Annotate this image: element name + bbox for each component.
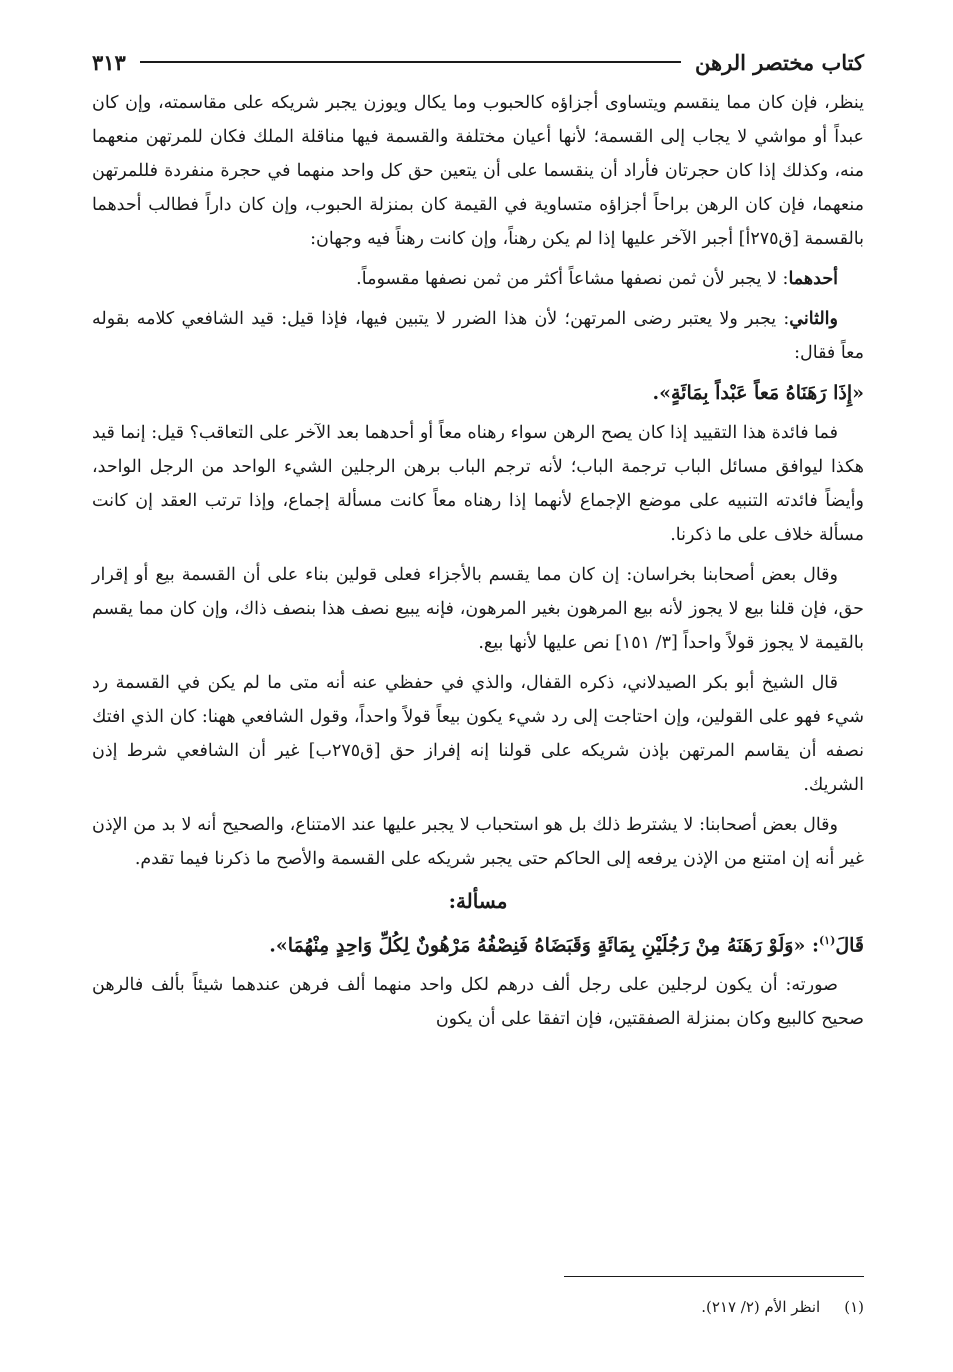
- footnote: [701, 1298, 864, 1316]
- page-number: ٣١٣: [92, 49, 126, 75]
- footnote-rule: [564, 1276, 864, 1277]
- paragraph-2: [92, 262, 864, 296]
- paragraph-8: صورته: أن يكون لرجلين على رجل ألف درهم لكل واحد منهما ألف فرهن عندهما شيئاً بألف فالرهن صحيح كالبيع وكان بمنزلة الصفقتين، فإن اتفقا على أن يكون: [92, 975, 864, 1030]
- first-view-label: أحدهما: [788, 269, 838, 289]
- quote-2: [92, 924, 864, 962]
- book-title: كتاب مختصر الرهن: [695, 49, 864, 75]
- page-header: [92, 40, 864, 84]
- footnote-number: (١): [844, 1298, 864, 1316]
- quote-2-text: : «وَلَوْ رَهَنَهُ مِنْ رَجُلَيْنِ بِمَائَةٍ وَقَبَضَاهُ فَنِصْفُهُ مَرْهُونٌ لِكُلِّ وَاحِدٍ مِنْهُمَا».: [269, 934, 819, 957]
- document-page: [92, 40, 864, 1340]
- paragraph-6: قال الشيخ أبو بكر الصيدلاني، ذكره القفال، والذي في حفظي عنه أنه متى ما لم يكن في القسمة رد شيء فهو على القولين، وإن احتاجت إلى رد شيء يكون بيعاً قولاً واحداً، وقول الشافعي ههنا: كان الذي افتك نصفه أن يقاسم المرتهن بإذن شريكه على قولنا إنه إفراز حق [ق٢٧٥ب] غير أن الشافعي شرط إذن الشريك.: [92, 673, 864, 795]
- section-heading: مسألة:: [448, 889, 508, 913]
- footnote-ref[interactable]: (١): [818, 934, 836, 947]
- paragraph-7: وقال بعض أصحابنا: لا يشترط ذلك بل هو استحباب لا يجبر عليها عند الامتناع، والصحيح أنه لا بد من الإذن غير أنه إن امتنع من الإذن يرفعه إلى الحاكم حتى يجبر شريكه على القسمة والأصح ما ذكرنا فيما تقدم.: [92, 815, 864, 869]
- second-view-label: والثاني: [789, 309, 838, 329]
- first-view-text: : لا يجبر لأن ثمن نصفها مشاعاً أكثر من ثمن نصفها مقسوماً.: [356, 269, 789, 289]
- header-rule: [140, 61, 681, 63]
- quote-1: «إِذَا رَهَنَاهُ مَعاً عَبْداً بِمَائَةٍ».: [652, 382, 864, 404]
- paragraph-4: فما فائدة هذا التقييد إذا كان يصح الرهن سواء رهناه معاً أو أحدهما بعد الآخر على التعاقب؟ قيل: إنما قيد هكذا ليوافق مسائل الباب ترجمة الباب؛ لأنه ترجم الباب برهن الرجلين الشيء الواحد من الرجل الواحد، وأيضاً فائدته التنبيه على موضع الإجماع لأنهما إذا رهناه معاً كانت مسألة إجماع، وإذا ترتب العقد إن كانت مسألة خلاف على ما ذكرنا.: [92, 423, 864, 545]
- footnote-text: انظر الأم (٢/ ٢١٧).: [701, 1298, 821, 1316]
- quote-2-label: قَالَ: [835, 934, 864, 957]
- body-text: [92, 86, 864, 1036]
- paragraph-1: ينظر، فإن كان مما ينقسم ويتساوى أجزاؤه كالحبوب وما يكال ويوزن يجبر شريكه على مقاسمته، وإن كان عبداً أو مواشي لا يجاب إلى القسمة؛ لأنها أعيان مختلفة والقسمة فيها مناقلة الملك فكان للمرتهن منعهما منه، وكذلك إذا كان حجرتان فأراد أن ينقسما على أن يتعين حق كل واحد منهما في حجرة منفردة فللمرتهن منعهما، فإن كان الرهن براحاً أجزاؤه متساوية في القيمة كان بمنزلة الحبوب، وإن كان داراً فطالب أحدهما بالقسمة [ق٢٧٥أ] أجبر الآخر عليها إذا لم يكن رهناً، وإن كانت رهناً فيه وجهان:: [92, 93, 864, 249]
- paragraph-3: [92, 302, 864, 370]
- paragraph-5: وقال بعض أصحابنا بخراسان: إن كان مما يقسم بالأجزاء فعلى قولين بناء على أن القسمة بيع أو إقرار حق، فإن قلنا بيع لا يجوز لأنه بيع المرهون بغير المرهون، فإنه يبيع نصف هذا بنصف ذاك، وإن كان مما يقسم بالقيمة لا يجوز قولاً واحداً [٣/ ١٥١] نص عليها لأنها بيع.: [92, 565, 864, 653]
- second-view-text: : يجبر ولا يعتبر رضى المرتهن؛ لأن هذا الضرر لا يتبين فيها، فإذا قيل: قيد الشافعي كلامه بقوله معاً فقال:: [92, 309, 864, 363]
